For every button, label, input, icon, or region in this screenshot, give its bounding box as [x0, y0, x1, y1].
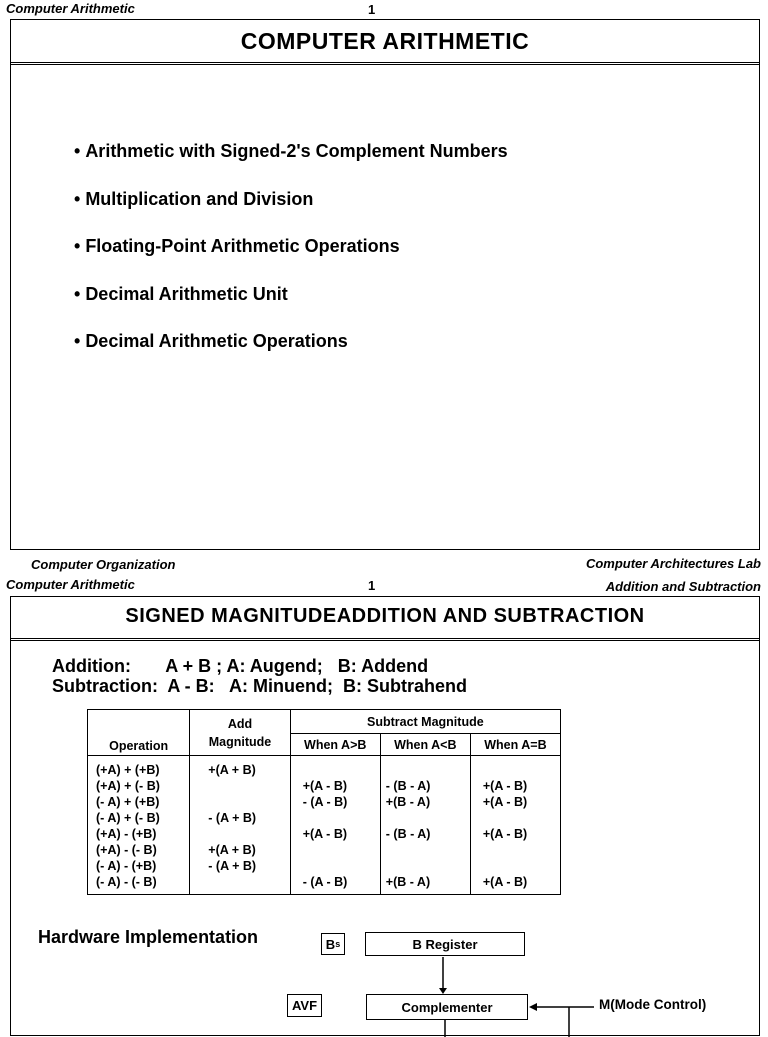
- a-gt-b-cell: +(A - B): [302, 827, 348, 841]
- col-header-operation: Operation: [88, 710, 190, 756]
- bs-label: B: [325, 936, 336, 952]
- col-header-a-lt-b: When A<B: [380, 734, 470, 756]
- avf-box: AVF: [287, 994, 322, 1017]
- add-magnitude-cell: +(A + B): [208, 843, 256, 857]
- a-gt-b-cell: +(A - B): [302, 779, 348, 793]
- b-to-complementer-arrowhead: [439, 988, 447, 994]
- a-eq-b-cell: +(A - B): [482, 795, 528, 809]
- operation-cell: (+A) - (- B): [96, 843, 157, 857]
- diagram-wires: [11, 597, 761, 1037]
- a-lt-b-cell: - (B - A): [385, 827, 431, 841]
- subtraction-definition: Subtraction: A - B: A: Minuend; B: Subtrahend: [52, 676, 467, 696]
- col-header-a-gt-b: When A>B: [290, 734, 380, 756]
- slide1-footer-right: Computer Architectures Lab: [585, 556, 761, 571]
- a-eq-b-cell: +(A - B): [482, 827, 528, 841]
- col-header-add-line1: Add: [227, 716, 253, 731]
- slide2-frame: [10, 596, 760, 1036]
- slide1-title: COMPUTER ARITHMETIC: [240, 28, 530, 54]
- add-magnitude-cell: - (A + B): [208, 859, 257, 873]
- a-lt-b-cell: +(B - A): [385, 795, 431, 809]
- a-lt-b-cell: +(B - A): [385, 875, 431, 889]
- a-lt-b-cell: - (B - A): [385, 779, 431, 793]
- col-header-add-line2: Magnitude: [208, 734, 272, 749]
- mode-control-arrowhead: [529, 1003, 537, 1011]
- slide2-header-left: Computer Arithmetic: [6, 577, 135, 592]
- operation-cell: (+A) + (- B): [96, 779, 160, 793]
- slide1-title-rule: [11, 62, 759, 65]
- operation-cell: (- A) + (- B): [96, 811, 160, 825]
- bullet-item: • Decimal Arithmetic Unit: [74, 283, 508, 331]
- bullet-item: • Arithmetic with Signed-2's Complement Numbers: [74, 140, 508, 188]
- operation-cell: (- A) - (+B): [96, 859, 157, 873]
- slide1-footer-left: Computer Organization: [31, 557, 176, 572]
- hardware-heading: Hardware Implementation: [38, 927, 259, 947]
- slide2-page-number: 1: [368, 578, 376, 593]
- col-header-subtract-magnitude: Subtract Magnitude: [290, 710, 560, 734]
- a-eq-b-cell: +(A - B): [482, 875, 528, 889]
- operation-cell: (+A) - (+B): [96, 827, 157, 841]
- slide2-header-right: Addition and Subtraction: [605, 579, 761, 594]
- col-header-a-eq-b: When A=B: [470, 734, 560, 756]
- slide1-page-number: 1: [368, 2, 376, 17]
- slide1-frame: [10, 19, 760, 550]
- bs-subscript: s: [335, 939, 341, 949]
- addition-definition: Addition: A + B ; A: Augend; B: Addend: [52, 656, 429, 676]
- slide1-header-left: Computer Arithmetic: [6, 1, 135, 16]
- slide2-title: SIGNED MAGNITUDEADDITION AND SUBTRACTION: [125, 605, 645, 627]
- b-register-box: B Register: [365, 932, 525, 956]
- operation-cell: (+A) + (+B): [96, 763, 160, 777]
- complementer-box: Complementer: [366, 994, 528, 1020]
- add-magnitude-cell: - (A + B): [208, 811, 257, 825]
- mode-control-label: M(Mode Control): [599, 997, 707, 1012]
- bullet-item: • Decimal Arithmetic Operations: [74, 330, 508, 378]
- operation-cell: (- A) - (- B): [96, 875, 157, 889]
- bullet-item: • Floating-Point Arithmetic Operations: [74, 235, 508, 283]
- a-eq-b-cell: +(A - B): [482, 779, 528, 793]
- bullet-item: • Multiplication and Division: [74, 188, 508, 236]
- add-magnitude-cell: +(A + B): [208, 763, 256, 777]
- a-gt-b-cell: - (A - B): [302, 875, 348, 889]
- a-gt-b-cell: - (A - B): [302, 795, 348, 809]
- slide1-bullet-list: [74, 140, 508, 378]
- operation-cell: (- A) + (+B): [96, 795, 160, 809]
